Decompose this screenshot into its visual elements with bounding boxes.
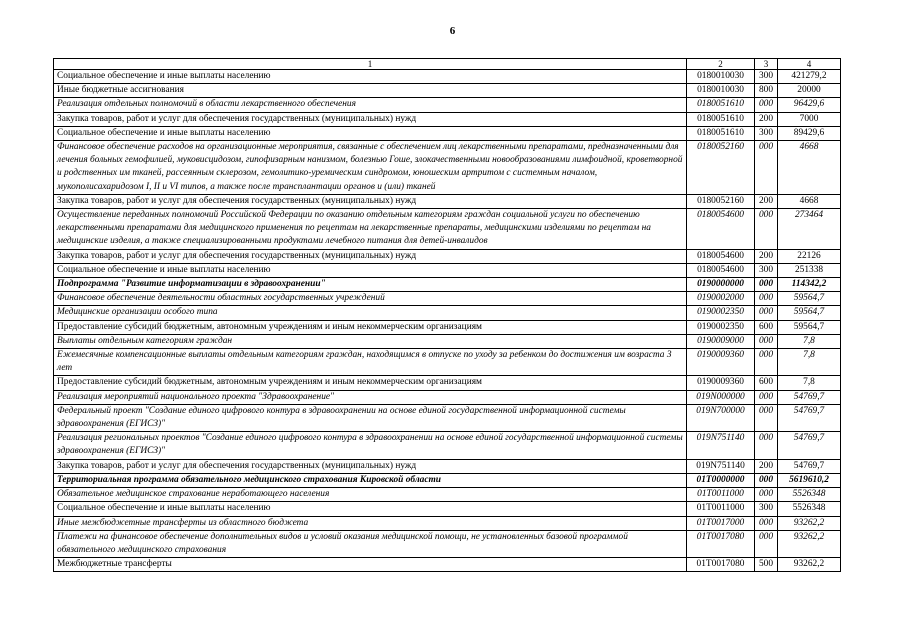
row-type-cell: 000 (755, 141, 778, 195)
row-name-cell: Реализация отдельных полномочий в области лекарственного обеспечения (54, 98, 687, 112)
row-name-cell: Межбюджетные трансферты (54, 558, 687, 572)
row-amount-cell: 59564,7 (778, 320, 841, 334)
row-amount-cell: 54769,7 (778, 390, 841, 404)
row-amount-cell: 421279,2 (778, 70, 841, 84)
row-type-cell: 500 (755, 558, 778, 572)
row-type-cell: 000 (755, 209, 778, 250)
row-code-cell: 0180051610 (687, 112, 755, 126)
row-name-cell: Подпрограмма "Развитие информатизации в здравоохранении" (54, 278, 687, 292)
row-type-cell: 300 (755, 70, 778, 84)
row-amount-cell: 4668 (778, 141, 841, 195)
row-code-cell: 0190002000 (687, 292, 755, 306)
row-code-cell: 0180010030 (687, 84, 755, 98)
row-amount-cell: 7000 (778, 112, 841, 126)
row-type-cell: 000 (755, 516, 778, 530)
row-amount-cell: 54769,7 (778, 459, 841, 473)
row-type-cell: 000 (755, 488, 778, 502)
row-type-cell: 600 (755, 376, 778, 390)
row-name-cell: Обязательное медицинское страхование неработающего населения (54, 488, 687, 502)
row-name-cell: Социальное обеспечение и иные выплаты населению (54, 70, 687, 84)
row-type-cell: 300 (755, 502, 778, 516)
row-code-cell: 0190009360 (687, 349, 755, 376)
row-name-cell: Закупка товаров, работ и услуг для обеспечения государственных (муниципальных) нужд (54, 112, 687, 126)
row-name-cell: Территориальная программа обязательного медицинского страхования Кировской области (54, 473, 687, 487)
table-row (54, 112, 841, 126)
table-row (54, 126, 841, 140)
table-row (54, 432, 841, 459)
row-type-cell: 000 (755, 278, 778, 292)
table-row (54, 249, 841, 263)
row-name-cell: Предоставление субсидий бюджетным, автономным учреждениям и иным некоммерческим организациям (54, 376, 687, 390)
row-amount-cell: 114342,2 (778, 278, 841, 292)
table-row (54, 70, 841, 84)
row-name-cell: Закупка товаров, работ и услуг для обеспечения государственных (муниципальных) нужд (54, 459, 687, 473)
row-amount-cell: 59564,7 (778, 292, 841, 306)
row-type-cell: 000 (755, 530, 778, 557)
row-amount-cell: 93262,2 (778, 530, 841, 557)
table-row (54, 502, 841, 516)
row-type-cell: 800 (755, 84, 778, 98)
row-code-cell: 0180054600 (687, 263, 755, 277)
row-code-cell: 019N751140 (687, 432, 755, 459)
row-code-cell: 0190002350 (687, 320, 755, 334)
row-amount-cell: 22126 (778, 249, 841, 263)
page-number: 6 (449, 25, 456, 37)
row-type-cell: 000 (755, 404, 778, 431)
row-type-cell: 600 (755, 320, 778, 334)
row-code-cell: 019N751140 (687, 459, 755, 473)
table-row (54, 390, 841, 404)
row-name-cell: Выплаты отдельным категориям граждан (54, 334, 687, 348)
row-type-cell: 000 (755, 390, 778, 404)
table-row (54, 141, 841, 195)
table-row (54, 473, 841, 487)
row-amount-cell: 59564,7 (778, 306, 841, 320)
table-header-row (54, 59, 841, 70)
row-type-cell: 300 (755, 263, 778, 277)
row-name-cell: Социальное обеспечение и иные выплаты населению (54, 126, 687, 140)
table-row (54, 349, 841, 376)
row-amount-cell: 5526348 (778, 488, 841, 502)
row-name-cell: Осуществление переданных полномочий Российской Федерации по оказанию отдельным категориям граждан социальной услуги по обеспечению лекарственными препаратами для медицинского применения по рецептам на лекарственные препараты, медицинскими изделиями по рецептам на медицинские изделия, а также специализированными продуктами лечебного питания для детей-инвалидов (54, 209, 687, 250)
row-type-cell: 000 (755, 334, 778, 348)
row-amount-cell: 96429,6 (778, 98, 841, 112)
row-name-cell: Иные межбюджетные трансферты из областного бюджета (54, 516, 687, 530)
table-row (54, 263, 841, 277)
table-row (54, 334, 841, 348)
row-name-cell: Федеральный проект "Создание единого цифрового контура в здравоохранении на основе единой государственной информационной системы здравоохранения (ЕГИСЗ)" (54, 404, 687, 431)
row-name-cell: Медицинские организации особого типа (54, 306, 687, 320)
row-amount-cell: 54769,7 (778, 404, 841, 431)
row-type-cell: 000 (755, 292, 778, 306)
row-amount-cell: 89429,6 (778, 126, 841, 140)
row-type-cell: 000 (755, 432, 778, 459)
row-name-cell: Реализация мероприятий национального проекта "Здравоохранение" (54, 390, 687, 404)
table-row (54, 404, 841, 431)
row-name-cell: Платежи на финансовое обеспечение дополнительных видов и условий оказания медицинской помощи, не установленных базовой программой обязательного медицинского страхования (54, 530, 687, 557)
row-code-cell: 01T0011000 (687, 488, 755, 502)
row-code-cell: 0190000000 (687, 278, 755, 292)
table-row (54, 558, 841, 572)
row-amount-cell: 93262,2 (778, 558, 841, 572)
row-code-cell: 01T0011000 (687, 502, 755, 516)
row-type-cell: 000 (755, 473, 778, 487)
row-type-cell: 000 (755, 306, 778, 320)
table-row (54, 459, 841, 473)
row-name-cell: Финансовое обеспечение расходов на организационные мероприятия, связанные с обеспечением лиц лекарственными препаратами, предназначенными для лечения больных гемофилией, муковисцидозом, гипофизарным нанизмом, болезнью Гоше, злокачественными новообразованиями лимфоидной, кроветворной и родственных им тканей, рассеянным склерозом, гемолитико-уремическим синдромом, юношеским артритом с системным началом, мукополисахаридозом I, II и VI типов, а также после трансплантации органов и (или) тканей (54, 141, 687, 195)
row-amount-cell: 7,8 (778, 334, 841, 348)
row-amount-cell: 4668 (778, 194, 841, 208)
column-header-4: 4 (778, 59, 841, 70)
row-name-cell: Финансовое обеспечение деятельности областных государственных учреждений (54, 292, 687, 306)
row-name-cell: Реализация региональных проектов "Создание единого цифрового контура в здравоохранении на основе единой государственной информационной системы здравоохранения (ЕГИСЗ)" (54, 432, 687, 459)
table-row (54, 376, 841, 390)
row-code-cell: 0190002350 (687, 306, 755, 320)
row-code-cell: 0180052160 (687, 194, 755, 208)
table-row (54, 320, 841, 334)
row-name-cell: Социальное обеспечение и иные выплаты населению (54, 502, 687, 516)
table-row (54, 84, 841, 98)
row-name-cell: Закупка товаров, работ и услуг для обеспечения государственных (муниципальных) нужд (54, 194, 687, 208)
row-code-cell: 0190009360 (687, 376, 755, 390)
row-name-cell: Закупка товаров, работ и услуг для обеспечения государственных (муниципальных) нужд (54, 249, 687, 263)
row-amount-cell: 273464 (778, 209, 841, 250)
row-type-cell: 200 (755, 112, 778, 126)
row-code-cell: 01T0017000 (687, 516, 755, 530)
row-code-cell: 0180051610 (687, 126, 755, 140)
row-code-cell: 0180054600 (687, 249, 755, 263)
row-amount-cell: 5526348 (778, 502, 841, 516)
row-amount-cell: 20000 (778, 84, 841, 98)
row-code-cell: 01T0000000 (687, 473, 755, 487)
table-row (54, 306, 841, 320)
row-code-cell: 0180054600 (687, 209, 755, 250)
row-type-cell: 200 (755, 194, 778, 208)
column-header-1: 1 (54, 59, 687, 70)
row-name-cell: Иные бюджетные ассигнования (54, 84, 687, 98)
row-code-cell: 019N000000 (687, 390, 755, 404)
budget-table (53, 58, 841, 572)
row-type-cell: 300 (755, 126, 778, 140)
row-code-cell: 01T0017080 (687, 530, 755, 557)
row-type-cell: 000 (755, 98, 778, 112)
table-row (54, 194, 841, 208)
table-row (54, 209, 841, 250)
row-type-cell: 200 (755, 459, 778, 473)
row-code-cell: 0190009000 (687, 334, 755, 348)
row-amount-cell: 7,8 (778, 376, 841, 390)
table-row (54, 530, 841, 557)
row-code-cell: 01T0017080 (687, 558, 755, 572)
table-row (54, 516, 841, 530)
table-row (54, 488, 841, 502)
row-amount-cell: 251338 (778, 263, 841, 277)
table-row (54, 98, 841, 112)
row-type-cell: 200 (755, 249, 778, 263)
row-name-cell: Социальное обеспечение и иные выплаты населению (54, 263, 687, 277)
row-code-cell: 0180052160 (687, 141, 755, 195)
row-name-cell: Ежемесячные компенсационные выплаты отдельным категориям граждан, находящимся в отпуске по уходу за ребенком до достижения им возраста 3 лет (54, 349, 687, 376)
row-name-cell: Предоставление субсидий бюджетным, автономным учреждениям и иным некоммерческим организациям (54, 320, 687, 334)
row-amount-cell: 7,8 (778, 349, 841, 376)
table-row (54, 292, 841, 306)
row-code-cell: 019N700000 (687, 404, 755, 431)
row-amount-cell: 54769,7 (778, 432, 841, 459)
row-code-cell: 0180051610 (687, 98, 755, 112)
row-type-cell: 000 (755, 349, 778, 376)
row-amount-cell: 5619610,2 (778, 473, 841, 487)
row-code-cell: 0180010030 (687, 70, 755, 84)
row-amount-cell: 93262,2 (778, 516, 841, 530)
column-header-3: 3 (755, 59, 778, 70)
column-header-2: 2 (687, 59, 755, 70)
table-row (54, 278, 841, 292)
